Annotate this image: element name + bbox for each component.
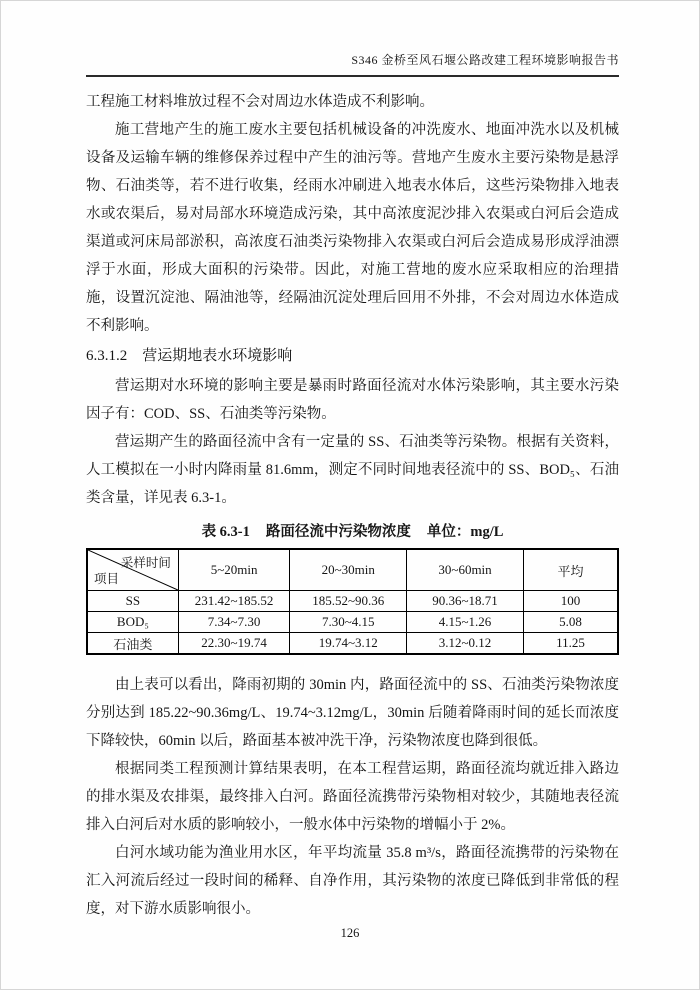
paragraph: 营运期产生的路面径流中含有一定量的 SS、石油类等污染物。根据有关资料，人工模拟在一小时内降雨量 81.6mm，测定不同时间地表径流中的 SS、BOD₅、石油类含量，详见表 6.3-1。 [86, 434, 619, 506]
table-cell: 231.42~185.52 [178, 591, 290, 612]
table-cell: 5.08 [523, 612, 618, 633]
table-cell: 22.30~19.74 [178, 633, 290, 655]
column-header: 5~20min [178, 549, 290, 591]
paragraph: 营运期对水环境的影响主要是暴雨时路面径流对水体污染影响，其主要水污染因子有：COD、SS、石油类等污染物。 [86, 378, 619, 422]
document-body [86, 88, 619, 923]
table-cell: 7.34~7.30 [178, 612, 290, 633]
table-header-row [87, 549, 618, 591]
paragraph: 工程施工材料堆放过程不会对周边水体造成不利影响。 [86, 94, 434, 110]
section-heading: 6.3.1.2 营运期地表水环境影响 [86, 348, 293, 364]
table-cell: 3.12~0.12 [407, 633, 524, 655]
paragraph: 白河水域功能为渔业用水区，年平均流量 35.8 m³/s，路面径流携带的污染物在汇入河流后经过一段时间的稀释、自净作用，其污染物的浓度已降低到非常低的程度，对下游水质影响很小。 [86, 845, 619, 917]
table-cell: 185.52~90.36 [290, 591, 407, 612]
table-cell: 4.15~1.26 [407, 612, 524, 633]
paragraph: 施工营地产生的施工废水主要包括机械设备的冲洗废水、地面冲洗水以及机械设备及运输车辆的维修保养过程中产生的油污等。营地产生废水主要污染物是悬浮物、石油类等，若不进行收集，经雨水冲刷进入地表水体后，这些污染物排入地表水或农渠后，易对局部水环境造成污染，其中高浓度泥沙排入农渠或白河后会造成渠道或河床局部淤积，高浓度石油类污染物排入农渠或白河后会造成易形成浮油漂浮于水面，形成大面积的污染带。因此，对施工营地的废水应采取相应的治理措施，设置沉淀池、隔油池等，经隔油沉淀处理后回用不外排，不会对周边水体造成不利影响。 [86, 122, 619, 334]
table-cell: 19.74~3.12 [290, 633, 407, 655]
table-cell: 100 [523, 591, 618, 612]
paragraph: 根据同类工程预测计算结果表明，在本工程营运期，路面径流均就近排入路边的排水渠及农排渠，最终排入白河。路面径流携带污染物相对较少，其随地表径流排入白河后对水质的影响较小，一般水体中污染物的增幅小于 2%。 [86, 761, 619, 833]
column-header: 30~60min [407, 549, 524, 591]
table-cell: 90.36~18.71 [407, 591, 524, 612]
table-cell: 11.25 [523, 633, 618, 655]
column-header: 平均 [523, 549, 618, 591]
table-cell: 7.30~4.15 [290, 612, 407, 633]
paragraph: 由上表可以看出，降雨初期的 30min 内，路面径流中的 SS、石油类污染物浓度分别达到 185.22~90.36mg/L、19.74~3.12mg/L，30min 后随着降雨时间的延长而浓度下降较快，60min 以后，路面基本被冲洗干净，污染物浓度也降到很低。 [86, 677, 619, 749]
table-row [87, 591, 618, 612]
corner-label-item: 项目 [94, 572, 120, 586]
column-header: 20~30min [290, 549, 407, 591]
corner-label-sampling-time: 采样时间 [120, 556, 171, 570]
page-header [86, 51, 619, 77]
table-caption-label: 表 6.3-1 [201, 524, 250, 540]
header-rule [86, 75, 619, 77]
row-item-label: SS [87, 591, 178, 612]
pollutant-concentration-table [86, 548, 619, 655]
row-item-label: 石油类 [87, 633, 178, 655]
page-number: 126 [340, 926, 360, 940]
table-row [87, 633, 618, 655]
row-item-label: BOD₅ [87, 612, 178, 633]
table-caption-unit: 单位：mg/L [426, 524, 504, 540]
header-title: S346 金桥至风石堰公路改建工程环境影响报告书 [351, 53, 619, 67]
table-caption-title: 路面径流中污染物浓度 [265, 524, 411, 540]
table-caption [86, 521, 619, 543]
table-row [87, 612, 618, 633]
table-corner-cell [87, 549, 178, 591]
